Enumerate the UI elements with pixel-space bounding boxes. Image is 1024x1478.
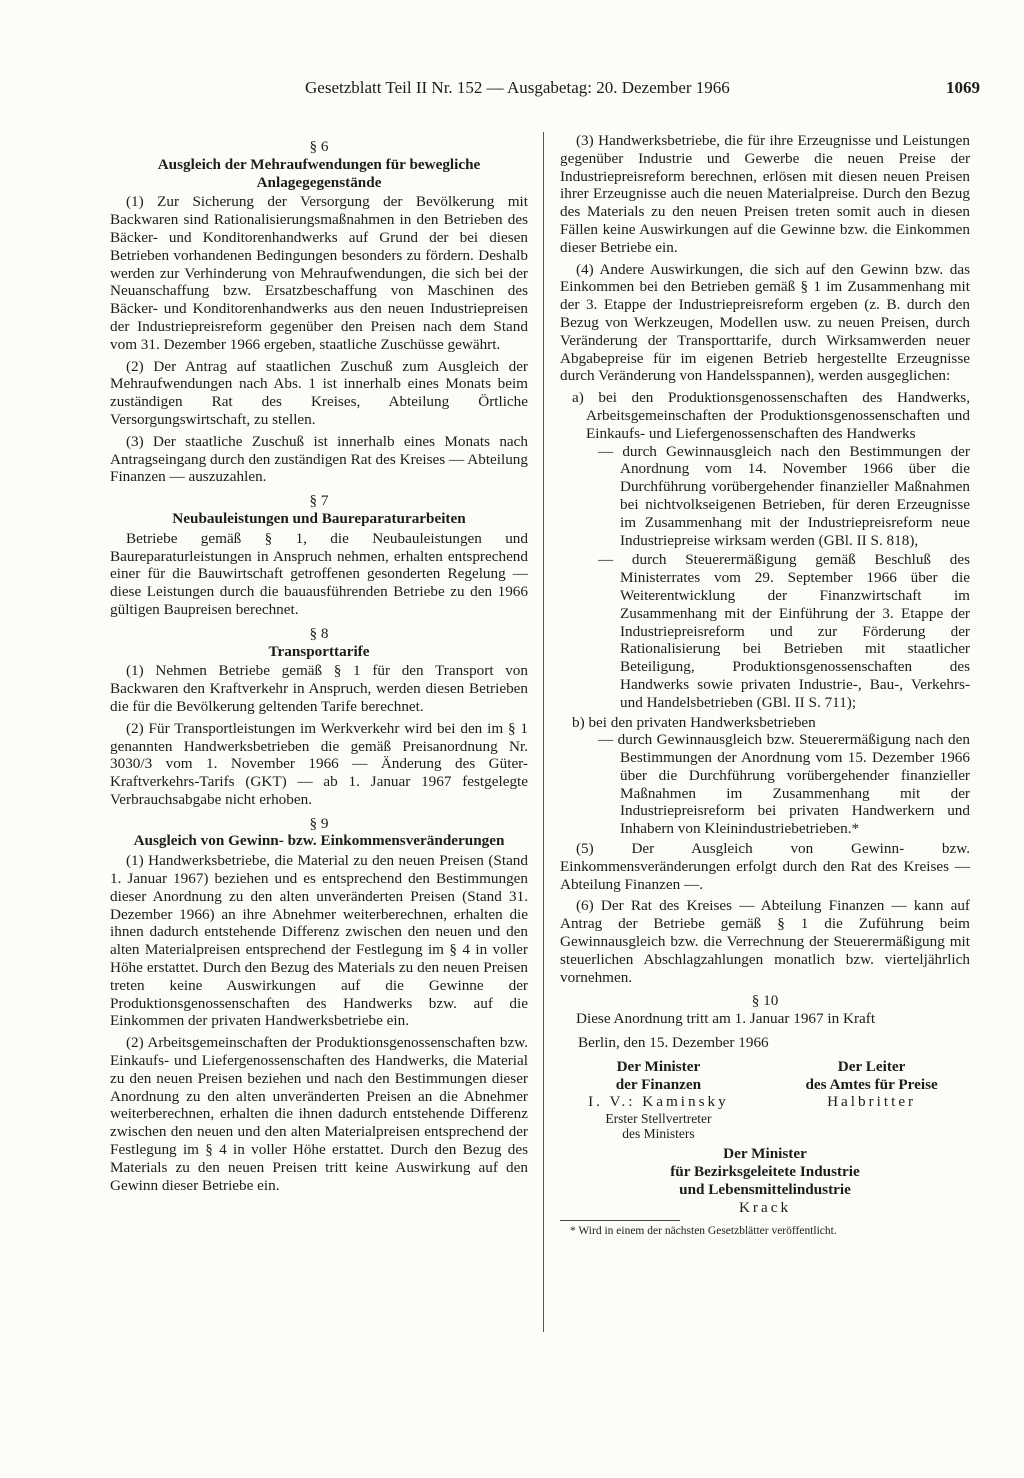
section-number: § 9: [309, 814, 329, 832]
signatory-name: Halbritter: [827, 1093, 917, 1111]
paragraph: (2) Arbeitsgemeinschaften der Produktionsgenossenschaften bzw. Einkaufs- und Liefergenossenschaften des Handwerks, die Material zu den neuen Preisen beziehen und nach den Bestimmungen dieser Anordnung zu den alten unveränderten Preisen an die Abnehmer weiterberechnen, erhalten die ihnen dadurch entstehende Differenz zwischen den neuen und den alten Materialpreisen entsprechend der Festlegung im § 4 in voller Höhe erstattet. Durch den Bezug des Materials zu den neuen Preisen tritt keine Auswirkung auf den Gewinn dieser Betriebe ein.: [110, 1034, 528, 1194]
paragraph: (3) Handwerksbetriebe, die für ihre Erzeugnisse und Leistungen gegenüber Industrie und Gewerbe die neuen Preise der Industriepreisreform berechnen, erlösen mit diesen neuen Preisen ihrer Erzeugnisse auch die neuen Materialpreise. Durch den Bezug des Materials zu den neuen Preisen treten somit auch in diesen Fällen keine Auswirkungen auf die Gewinne bzw. die Einkommen dieser Betriebe ein.: [560, 132, 970, 256]
list-item: a) bei den Produktionsgenossenschaften des Handwerks, Arbeitsgemeinschaften der Produktionsgenossenschaften und Einkaufs- und Liefergenossenschaften des Handwerks: [572, 389, 970, 442]
section-title: Transporttarife: [268, 642, 370, 660]
header-title: Gesetzblatt Teil II Nr. 152 — Ausgabetag: 20. Dezember 1966: [305, 78, 730, 97]
signatory-subtitle: des Ministers: [622, 1126, 695, 1142]
signatory-name: I. V.: Kaminsky: [588, 1093, 729, 1111]
paragraph: (1) Nehmen Betriebe gemäß § 1 für den Transport von Backwaren den Kraftverkehr in Anspruch, werden diesen Betrieben die für die Bevölkerung geltenden Tarife berechnet.: [110, 662, 528, 715]
section-number: § 10: [751, 992, 779, 1010]
section-title: Ausgleich von Gewinn- bzw. Einkommensveränderungen: [133, 832, 505, 850]
section-number: § 7: [309, 492, 329, 510]
list-item: b) bei den privaten Handwerksbetrieben: [572, 713, 816, 731]
paragraph: Diese Anordnung tritt am 1. Januar 1967 in Kraft: [576, 1010, 876, 1028]
paragraph: (2) Für Transportleistungen im Werkverkehr wird bei den im § 1 genannten Handwerksbetrieben die gemäß Preisanordnung Nr. 3030/3 vom 1. November 1966 — Änderung des Güter-Kraftverkehrs-Tarifs (GKT) — ab 1. Januar 1967 festgelegte Verbrauchsabgabe nicht erhoben.: [110, 719, 528, 808]
paragraph: Betriebe gemäß § 1, die Neubauleistungen und Baureparaturleistungen in Anspruch nehmen, erhalten entsprechend einer für die Bauwirtschaft getroffenen gesonderten Regelung — diese Leistungen durch die bauausführenden Betriebe zu den 1966 gültigen Baupreisen berechnet.: [110, 529, 528, 618]
paragraph: (1) Handwerksbetriebe, die Material zu den neuen Preisen (Stand 1. Januar 1967) beziehen und es entsprechend den Bestimmungen dieser Anordnung zu den alten unveränderten Preisen (Stand 31. Dezember 1966) an ihre Abnehmer weiterberechnen, erhalten die ihnen dadurch entstehende Differenz zwischen den neuen und den alten Materialpreisen entsprechend der Festlegung im § 4 in voller Höhe erstattet. Durch den Bezug des Materials zu den neuen Preisen treten keine Auswirkungen auf die Gewinne der Produktionsgenossenschaften des Handwerks bzw. auf die Einkommen der privaten Handwerksbetriebe ein.: [110, 852, 528, 1030]
signatory-title: Der Leiter: [837, 1057, 906, 1075]
right-column: [560, 132, 970, 1241]
paragraph: (2) Der Antrag auf staatlichen Zuschuß zum Ausgleich der Mehraufwendungen nach Abs. 1 ist innerhalb eines Monats beim zuständigen Rat des Kreises, Abteilung Örtliche Versorgungswirtschaft, zu stellen.: [110, 357, 528, 428]
left-column: [110, 132, 528, 1198]
page-number: 1069: [946, 78, 980, 97]
signatory-title: Der Minister: [616, 1057, 701, 1075]
signatory-title: des Amtes für Preise: [805, 1075, 938, 1093]
place-date: Berlin, den 15. Dezember 1966: [578, 1034, 769, 1052]
dash-item: — durch Gewinnausgleich nach den Bestimmungen der Anordnung vom 14. November 1966 über die Durchführung vorübergehender finanzieller Maßnahmen bei nichtvolkseigenen Betrieben, für deren Erzeugnisse im Zusammenhang mit der Industriepreisreform neue Industriepreise wirksam werden (GBl. II S. 818),: [598, 442, 970, 549]
dash-item: — durch Gewinnausgleich bzw. Steuerermäßigung nach den Bestimmungen der Anordnung vom 15. Dezember 1966 über die Durchführung vorübergehender finanzieller Maßnahmen im Zusammenhang mit der Industriepreisreform bei privaten Handwerkern und Inhabern von Kleinindustriebetrieben.*: [598, 731, 970, 838]
section-number: § 6: [309, 138, 329, 155]
signatory-title: für Bezirksgeleitete Industrie: [670, 1163, 860, 1181]
signature-row: [560, 1058, 970, 1141]
section-title: Ausgleich der Mehraufwendungen für bewegliche Anlagegegenstände: [157, 155, 481, 191]
page-header: [100, 78, 980, 108]
signatory-name: Krack: [738, 1198, 792, 1216]
footnote-divider: [560, 1220, 680, 1221]
signature-finance-minister: [560, 1058, 757, 1141]
signatory-title: Der Minister: [723, 1145, 807, 1163]
paragraph: (3) Der staatliche Zuschuß ist innerhalb eines Monats nach Antragseingang durch den zuständigen Rat des Kreises — Abteilung Finanzen — auszuzahlen.: [110, 432, 528, 486]
dash-item: — durch Steuerermäßigung gemäß Beschluß des Ministerrates vom 29. September 1966 über die Weiterentwicklung der Finanzwirtschaft im Zusammenhang mit der Einführung der 3. Etappe der Industriepreisreform und zur Förderung der Rationalisierung bei Betrieben mit staatlicher Beteiligung, Produktionsgenossenschaften des Handwerks sowie privaten Industrie-, Bau-, Verkehrs- und Handelsbetrieben (GBl. II S. 711);: [598, 551, 970, 711]
paragraph: (6) Der Rat des Kreises — Abteilung Finanzen — kann auf Antrag der Betriebe gemäß § 1 die Zuführung beim Gewinnausgleich bzw. die Verrechnung der Steuerermäßigung mit steuerlichen Abschlagzahlungen monatlich bzw. vierteljährlich vornehmen.: [560, 897, 970, 986]
paragraph: (1) Zur Sicherung der Versorgung der Bevölkerung mit Backwaren sind Rationalisierungsmaßnahmen in den Betrieben des Bäcker- und Konditorenhandwerks auf Grund der bei diesen Betrieben vorhandenen Bedingungen besonders zu fördern. Deshalb werden zur Verhinderung von Mehraufwendungen, die sich bei der Neuanschaffung bzw. Ersatzbeschaffung von Maschinen des Bäcker- und Konditorenhandwerks aus den neuen Industriepreisen der Industriepreisreform gegenüber den Preisen nach dem Stand vom 31. Dezember 1966 ergeben, staatliche Zuschüsse gewährt.: [110, 193, 528, 353]
footnote: * Wird in einem der nächsten Gesetzblätter veröffentlicht.: [570, 1225, 837, 1238]
section-title: Neubauleistungen und Baureparaturarbeiten: [172, 509, 466, 527]
paragraph: (4) Andere Auswirkungen, die sich auf den Gewinn bzw. das Einkommen bei den Betrieben gemäß § 1 im Zusammenhang mit der 3. Etappe der Industriepreisreform ergeben (z. B. durch den Bezug von Werkzeugen, Modellen usw. zu neuen Preisen, durch Veränderung der Transporttarife, durch Wirksamwerden neuer Abgabepreise für im eigenen Betrieb hergestellte Erzeugnisse durch Veränderung von Handelsspannen), werden ausgeglichen:: [560, 260, 970, 385]
signatory-title: der Finanzen: [615, 1075, 702, 1093]
signatory-title: und Lebensmittelindustrie: [679, 1180, 851, 1198]
signatory-subtitle: Erster Stellvertreter: [605, 1111, 712, 1127]
paragraph: (5) Der Ausgleich von Gewinn- bzw. Einkommensveränderungen erfolgt durch den Rat des Kreises — Abteilung Finanzen —.: [560, 840, 970, 893]
column-divider: [543, 132, 544, 1332]
section-number: § 8: [309, 624, 329, 642]
signature-industry-minister: [560, 1145, 970, 1216]
signature-price-office: [773, 1058, 970, 1141]
